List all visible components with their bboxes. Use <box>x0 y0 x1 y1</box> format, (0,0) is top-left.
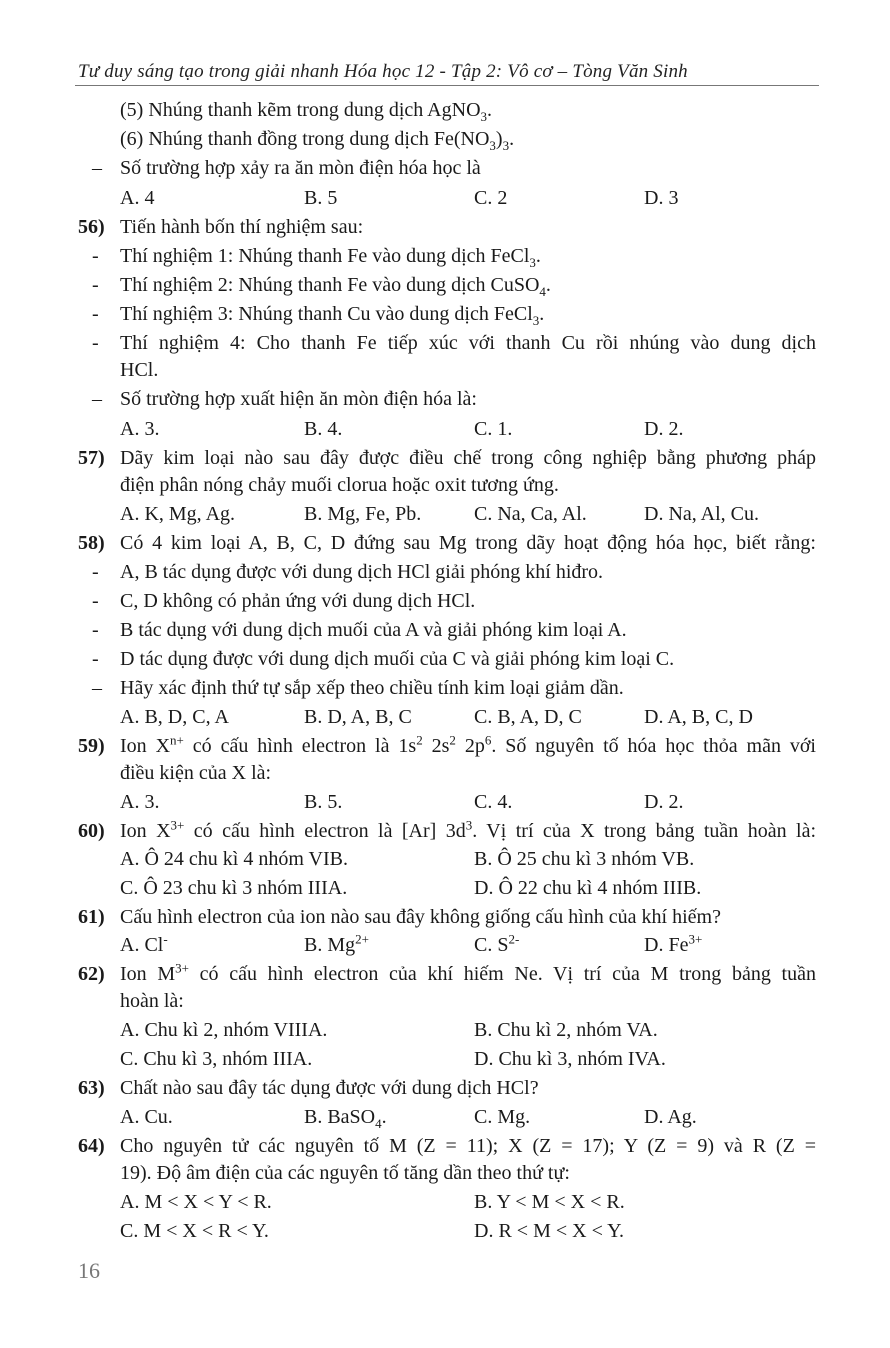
dash-bullet: – <box>92 388 102 410</box>
option-a: A. 3. <box>120 791 160 813</box>
question-prompt: Số trường hợp xảy ra ăn mòn điện hóa học là <box>120 157 481 179</box>
dash-bullet: – <box>92 157 102 179</box>
question-number-56: 56) <box>78 216 105 238</box>
statement-6: (6) Nhúng thanh đồng trong dung dịch $Fe(NO_3)_3$. <box>120 128 515 153</box>
question-number-64: 64) <box>78 1135 105 1157</box>
option-a: A. K, Mg, Ag. <box>120 503 236 525</box>
option-c: C. B, A, D, C <box>474 706 582 728</box>
question-58-line-1: Có 4 kim loại A, B, C, D đứng sau Mg trong dãy hoạt động hóa học, biết rằng: <box>120 532 816 554</box>
option-b: B. D, A, B, C <box>304 706 412 728</box>
condition-1: A, B tác dụng được với dung dịch HCl giải phóng khí hiđro. <box>120 561 604 583</box>
question-64-line-2: 19). Độ âm điện của các nguyên tố tăng dần theo thứ tự: <box>120 1162 570 1184</box>
question-number-58: 58) <box>78 532 105 554</box>
experiment-4: Thí nghiệm 4: Cho thanh Fe tiếp xúc với thanh Cu rồi nhúng vào dung dịch <box>120 332 816 354</box>
option-d: D. Na, Al, Cu. <box>644 503 759 525</box>
option-c: C. Ô 23 chu kì 3 nhóm IIIA. <box>120 877 348 899</box>
option-d: D. A, B, C, D <box>644 706 753 728</box>
question-prompt: Hãy xác định thứ tự sắp xếp theo chiều tính kim loại giảm dần. <box>120 677 624 699</box>
option-b: B. 5 <box>304 187 338 209</box>
option-d: D. Ag. <box>644 1106 697 1128</box>
option-a: A. Cu. <box>120 1106 173 1128</box>
header-rule <box>75 85 819 86</box>
experiment-2: Thí nghiệm 2: Nhúng thanh Fe vào dung dịch CuSO$_4$. <box>120 274 551 299</box>
option-c: C. 4. <box>474 791 513 813</box>
option-d: D. 3 <box>644 187 679 209</box>
option-a: A. 4 <box>120 187 155 209</box>
option-b: B. Chu kì 2, nhóm VA. <box>474 1019 658 1041</box>
option-b: B. 5. <box>304 791 343 813</box>
option-b: B. Mg, Fe, Pb. <box>304 503 422 525</box>
page-number: 16 <box>78 1258 100 1283</box>
option-c: C. Mg. <box>474 1106 531 1128</box>
option-a: A. Cl- <box>120 931 168 956</box>
question-number-62: 62) <box>78 963 105 985</box>
bullet: - <box>92 561 99 583</box>
question-64-line-1: Cho nguyên tử các nguyên tố M (Z = 11); X (Z = 17); Y (Z = 9) và R (Z = <box>120 1135 816 1157</box>
condition-4: D tác dụng được với dung dịch muối của C và giải phóng kim loại C. <box>120 648 675 670</box>
option-a: A. Chu kì 2, nhóm VIIIA. <box>120 1019 328 1041</box>
running-header: Tư duy sáng tạo trong giải nhanh Hóa học 12 - Tập 2: Vô cơ – Tòng Văn Sinh <box>78 61 688 82</box>
option-a: A. M < X < Y < R. <box>120 1191 272 1213</box>
question-number-59: 59) <box>78 735 105 757</box>
experiment-3: Thí nghiệm 3: Nhúng thanh Cu vào dung dịch FeCl$_3$. <box>120 303 545 328</box>
dash-bullet: – <box>92 677 102 699</box>
option-d: D. Ô 22 chu kì 4 nhóm IIIB. <box>474 877 702 899</box>
bullet: - <box>92 303 99 325</box>
bullet: - <box>92 245 99 267</box>
question-number-57: 57) <box>78 447 105 469</box>
option-c: C. Na, Ca, Al. <box>474 503 587 525</box>
question-61-text: Cấu hình electron của ion nào sau đây không giống cấu hình của khí hiếm? <box>120 906 721 928</box>
option-c: C. Chu kì 3, nhóm IIIA. <box>120 1048 313 1070</box>
option-b: B. 4. <box>304 418 343 440</box>
question-59-line-1: Ion $X^{n+}$ có cấu hình electron là $1s^2$ $2s^2$ $2p^6$. Số nguyên tố hóa học thỏa mãn với <box>120 732 816 757</box>
option-d: D. R < M < X < Y. <box>474 1220 624 1242</box>
option-a: A. 3. <box>120 418 160 440</box>
question-62-line-2: hoàn là: <box>120 990 184 1012</box>
option-d: D. 2. <box>644 418 684 440</box>
bullet: - <box>92 648 99 670</box>
question-57-line-2: điện phân nóng chảy muối clorua hoặc oxit tương ứng. <box>120 474 559 496</box>
question-62-line-1: Ion $M^{3+}$ có cấu hình electron của khí hiếm Ne. Vị trí của M trong bảng tuần <box>120 960 816 985</box>
bullet: - <box>92 332 99 354</box>
bullet: - <box>92 274 99 296</box>
option-c: C. M < X < R < Y. <box>120 1220 269 1242</box>
option-b: B. Y < M < X < R. <box>474 1191 625 1213</box>
option-d: D. $Fe^{3+}$ <box>644 931 703 956</box>
bullet: - <box>92 619 99 641</box>
option-b: B. $Mg^{2+}$ <box>304 931 369 956</box>
condition-3: B tác dụng với dung dịch muối của A và giải phóng kim loại A. <box>120 619 627 641</box>
experiment-4-cont: HCl. <box>120 359 159 381</box>
option-c: C. $S^{2-}$ <box>474 931 520 956</box>
question-56-text: Tiến hành bốn thí nghiệm sau: <box>120 216 364 238</box>
question-number-63: 63) <box>78 1077 105 1099</box>
statement-5: (5) Nhúng thanh kẽm trong dung dịch AgNO$_3$. <box>120 99 493 124</box>
question-number-60: 60) <box>78 820 105 842</box>
option-b: B. Ô 25 chu kì 3 nhóm VB. <box>474 848 695 870</box>
condition-2: C, D không có phản ứng với dung dịch HCl. <box>120 590 476 612</box>
option-b: B. BaSO$_4$. <box>304 1106 387 1131</box>
option-c: C. 1. <box>474 418 513 440</box>
option-a: A. B, D, C, A <box>120 706 229 728</box>
experiment-1: Thí nghiệm 1: Nhúng thanh Fe vào dung dịch FeCl$_3$. <box>120 245 541 270</box>
question-63-text: Chất nào sau đây tác dụng được với dung dịch HCl? <box>120 1077 539 1099</box>
question-prompt: Số trường hợp xuất hiện ăn mòn điện hóa là: <box>120 388 477 410</box>
question-number-61: 61) <box>78 906 105 928</box>
question-59-line-2: điều kiện của X là: <box>120 762 272 784</box>
question-60-text: Ion $X^{3+}$ có cấu hình electron là [Ar] $3d^3$. Vị trí của X trong bảng tuần hoàn là: <box>120 817 817 842</box>
option-c: C. 2 <box>474 187 508 209</box>
option-d: D. 2. <box>644 791 684 813</box>
option-d: D. Chu kì 3, nhóm IVA. <box>474 1048 666 1070</box>
question-57-line-1: Dãy kim loại nào sau đây được điều chế trong công nghiệp bằng phương pháp <box>120 447 816 469</box>
bullet: - <box>92 590 99 612</box>
option-a: A. Ô 24 chu kì 4 nhóm VIB. <box>120 848 348 870</box>
